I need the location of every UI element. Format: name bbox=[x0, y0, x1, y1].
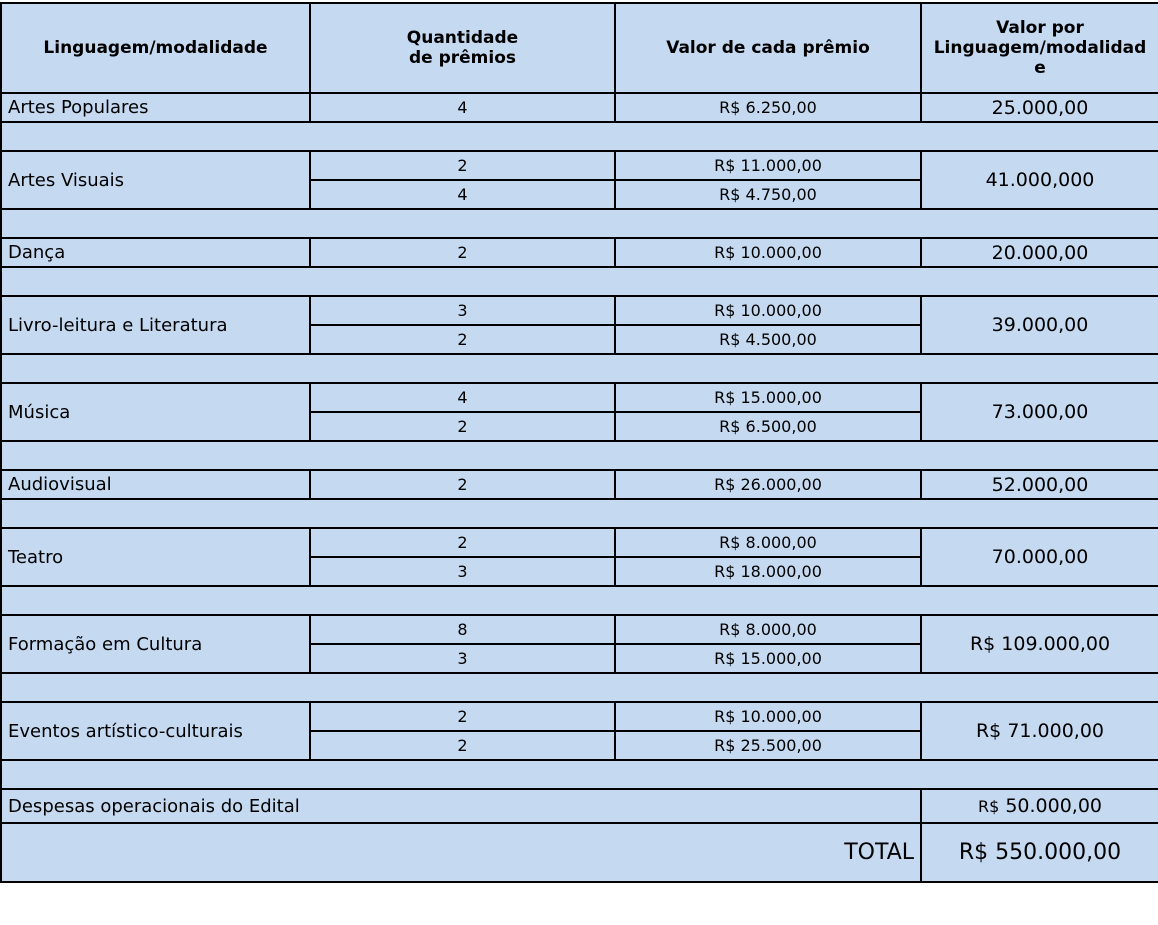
table-row bbox=[1, 383, 1158, 412]
separator-row bbox=[1, 209, 1158, 238]
header-prize-value: Valor de cada prêmio bbox=[615, 3, 921, 93]
language-cell: Audiovisual bbox=[1, 470, 310, 499]
language-cell: Livro-leitura e Literatura bbox=[1, 296, 310, 354]
prize-value-cell: R$ 10.000,00 bbox=[615, 702, 921, 731]
separator-row bbox=[1, 267, 1158, 296]
prize-value-cell: R$ 10.000,00 bbox=[615, 238, 921, 267]
header-row bbox=[1, 3, 1158, 93]
table-row bbox=[1, 151, 1158, 180]
operational-row bbox=[1, 789, 1158, 823]
table-row bbox=[1, 238, 1158, 267]
quantity-cell: 4 bbox=[310, 180, 615, 209]
separator-row bbox=[1, 499, 1158, 528]
language-total-cell: 25.000,00 bbox=[921, 93, 1158, 122]
operational-total: R$ 50.000,00 bbox=[921, 789, 1158, 823]
language-cell: Artes Populares bbox=[1, 93, 310, 122]
separator-row bbox=[1, 122, 1158, 151]
language-total-cell: 39.000,00 bbox=[921, 296, 1158, 354]
prize-value-cell: R$ 25.500,00 bbox=[615, 731, 921, 760]
separator-row bbox=[1, 354, 1158, 383]
table-row bbox=[1, 93, 1158, 122]
language-total-cell: 52.000,00 bbox=[921, 470, 1158, 499]
prize-value-cell: R$ 4.500,00 bbox=[615, 325, 921, 354]
quantity-cell: 2 bbox=[310, 238, 615, 267]
table-row bbox=[1, 615, 1158, 644]
separator-cell bbox=[1, 209, 1158, 238]
quantity-cell: 2 bbox=[310, 470, 615, 499]
separator-cell bbox=[1, 267, 1158, 296]
prize-value-cell: R$ 6.250,00 bbox=[615, 93, 921, 122]
prize-value-cell: R$ 11.000,00 bbox=[615, 151, 921, 180]
prize-value-cell: R$ 26.000,00 bbox=[615, 470, 921, 499]
separator-row bbox=[1, 673, 1158, 702]
prize-value-cell: R$ 10.000,00 bbox=[615, 296, 921, 325]
grand-total-value: R$ 550.000,00 bbox=[921, 823, 1158, 882]
prize-value-cell: R$ 4.750,00 bbox=[615, 180, 921, 209]
quantity-cell: 3 bbox=[310, 644, 615, 673]
header-total-per-language: Valor por Linguagem/modalidad e bbox=[921, 3, 1158, 93]
quantity-cell: 4 bbox=[310, 383, 615, 412]
separator-cell bbox=[1, 354, 1158, 383]
prize-value-cell: R$ 8.000,00 bbox=[615, 528, 921, 557]
language-cell: Artes Visuais bbox=[1, 151, 310, 209]
quantity-cell: 2 bbox=[310, 702, 615, 731]
table-row bbox=[1, 528, 1158, 557]
prize-value-cell: R$ 18.000,00 bbox=[615, 557, 921, 586]
prize-value-cell: R$ 15.000,00 bbox=[615, 644, 921, 673]
separator-row bbox=[1, 586, 1158, 615]
quantity-cell: 3 bbox=[310, 557, 615, 586]
language-cell: Música bbox=[1, 383, 310, 441]
quantity-cell: 4 bbox=[310, 93, 615, 122]
prize-value-cell: R$ 6.500,00 bbox=[615, 412, 921, 441]
language-cell: Teatro bbox=[1, 528, 310, 586]
language-total-cell: 41.000,000 bbox=[921, 151, 1158, 209]
separator-cell bbox=[1, 673, 1158, 702]
language-total-cell: 73.000,00 bbox=[921, 383, 1158, 441]
quantity-cell: 2 bbox=[310, 151, 615, 180]
separator-cell bbox=[1, 499, 1158, 528]
quantity-cell: 2 bbox=[310, 528, 615, 557]
separator-row bbox=[1, 760, 1158, 789]
prize-value-cell: R$ 15.000,00 bbox=[615, 383, 921, 412]
language-total-cell: 20.000,00 bbox=[921, 238, 1158, 267]
separator-cell bbox=[1, 760, 1158, 789]
table-row bbox=[1, 702, 1158, 731]
table-row bbox=[1, 470, 1158, 499]
prize-table bbox=[0, 2, 1158, 883]
quantity-cell: 8 bbox=[310, 615, 615, 644]
language-total-cell: R$ 109.000,00 bbox=[921, 615, 1158, 673]
language-total-cell: R$ 71.000,00 bbox=[921, 702, 1158, 760]
quantity-cell: 2 bbox=[310, 325, 615, 354]
prize-value-cell: R$ 8.000,00 bbox=[615, 615, 921, 644]
quantity-cell: 2 bbox=[310, 731, 615, 760]
grand-total-row bbox=[1, 823, 1158, 882]
language-cell: Eventos artístico-culturais bbox=[1, 702, 310, 760]
header-quantity: Quantidade de prêmios bbox=[310, 3, 615, 93]
header-language: Linguagem/modalidade bbox=[1, 3, 310, 93]
separator-row bbox=[1, 441, 1158, 470]
quantity-cell: 2 bbox=[310, 412, 615, 441]
language-cell: Dança bbox=[1, 238, 310, 267]
separator-cell bbox=[1, 586, 1158, 615]
separator-cell bbox=[1, 441, 1158, 470]
language-total-cell: 70.000,00 bbox=[921, 528, 1158, 586]
quantity-cell: 3 bbox=[310, 296, 615, 325]
separator-cell bbox=[1, 122, 1158, 151]
language-cell: Formação em Cultura bbox=[1, 615, 310, 673]
grand-total-label: TOTAL bbox=[1, 823, 921, 882]
operational-label: Despesas operacionais do Edital bbox=[1, 789, 921, 823]
table-row bbox=[1, 296, 1158, 325]
